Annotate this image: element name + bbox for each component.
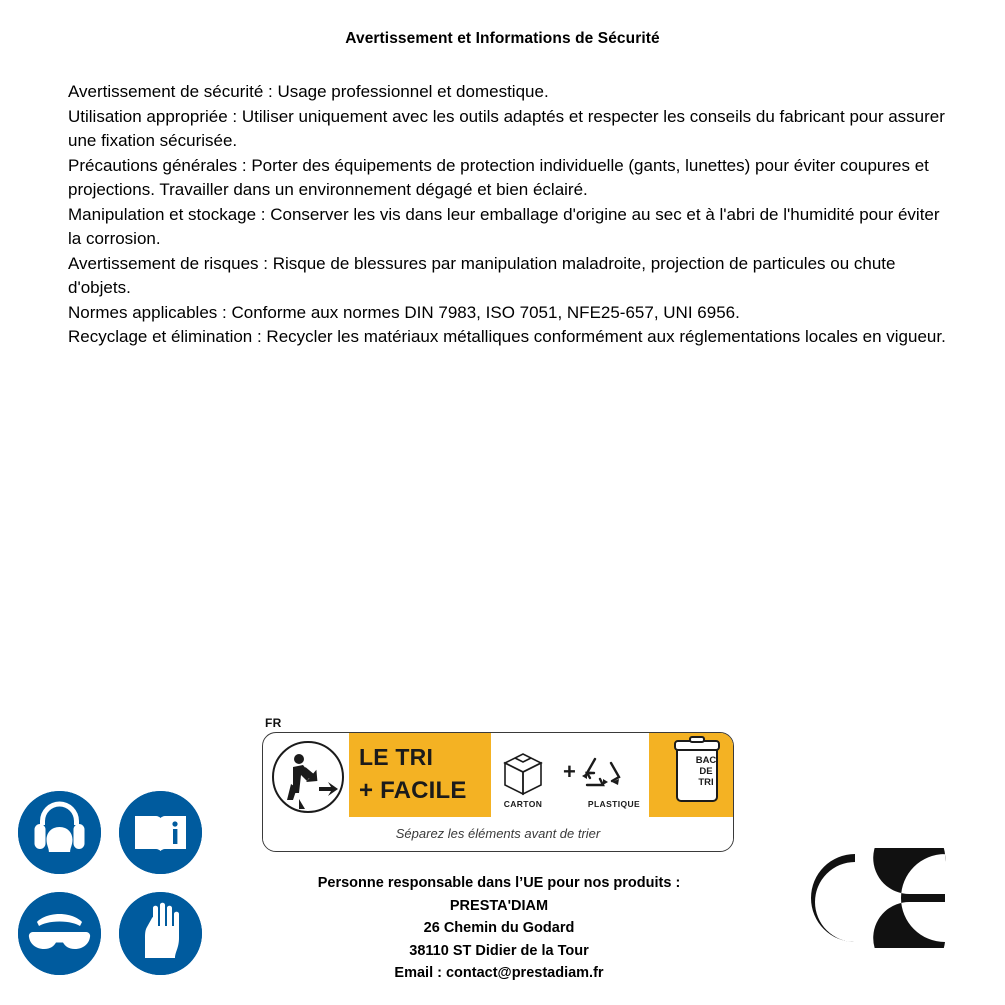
triman-bin-line1: BAC — [695, 755, 717, 766]
triman-bin-text — [684, 755, 728, 788]
triman-language-code: FR — [265, 716, 282, 730]
triman-plastique-label: PLASTIQUE — [587, 799, 641, 809]
triman-bin-icon — [649, 733, 733, 817]
triman-plus-symbol: + — [563, 759, 576, 784]
paragraph-recycling-disposal: Recyclage et élimination : Recycler les matériaux métalliques conformément aux réglementations locales en vigueur. — [68, 327, 946, 346]
paragraph-safety-warning: Avertissement de sécurité : Usage professionnel et domestique. — [68, 82, 549, 101]
triman-slogan-line1: LE TRI — [359, 744, 434, 770]
paragraph-appropriate-use: Utilisation appropriée : Utiliser uniquement avec les outils adaptés et respecter les conseils du fabricant pour assurer une fixation sécurisée. — [68, 106, 945, 150]
triman-arrow-figure-icon — [269, 737, 347, 817]
responsible-person-heading: Personne responsable dans l’UE pour nos produits : — [317, 875, 681, 891]
paragraph-risk-warning: Avertissement de risques : Risque de blessures par manipulation maladroite, projection de particules ou chute d'objets. — [68, 253, 896, 297]
paragraph-handling-storage: Manipulation et stockage : Conserver les vis dans leur emballage d'origine au sec et à l'abri de l'humidité pour éviter la corrosion. — [68, 204, 940, 248]
responsible-person-company: PRESTA'DIAM — [449, 897, 549, 914]
safety-information-text — [68, 80, 948, 350]
paragraph-general-precautions: Précautions générales : Porter des équipements de protection individuelle (gants, lunettes) pour éviter coupures et projections. Travailler dans un environnement dégagé et bien éclairé. — [68, 155, 929, 199]
paragraph-applicable-standards: Normes applicables : Conforme aux normes DIN 7983, ISO 7051, NFE25-657, UNI 6956. — [68, 302, 740, 322]
triman-carton-label: CARTON — [503, 799, 543, 809]
read-manual-icon — [119, 791, 202, 874]
triman-recycling-label — [262, 716, 734, 851]
responsible-person-block — [253, 872, 745, 985]
triman-slogan — [359, 741, 489, 807]
hand-protection-icon — [119, 892, 202, 975]
triman-bin-line2: DE — [699, 766, 713, 777]
triman-footer-text: Séparez les éléments avant de trier — [263, 817, 733, 849]
responsible-person-email: Email : contact@prestadiam.fr — [394, 965, 604, 981]
ear-protection-icon — [18, 791, 101, 874]
responsible-person-city: 38110 ST Didier de la Tour — [409, 942, 589, 959]
ce-marking-icon — [800, 848, 950, 948]
triman-materials — [491, 733, 649, 817]
page-title: Avertissement et Informations de Sécurité — [345, 30, 660, 47]
responsible-person-address: 26 Chemin du Godard — [423, 920, 575, 936]
mandatory-action-pictograms — [18, 791, 213, 986]
triman-bin-line3: TRI — [698, 777, 714, 788]
eye-protection-icon — [18, 892, 101, 975]
triman-slogan-line2: + FACILE — [359, 777, 467, 804]
